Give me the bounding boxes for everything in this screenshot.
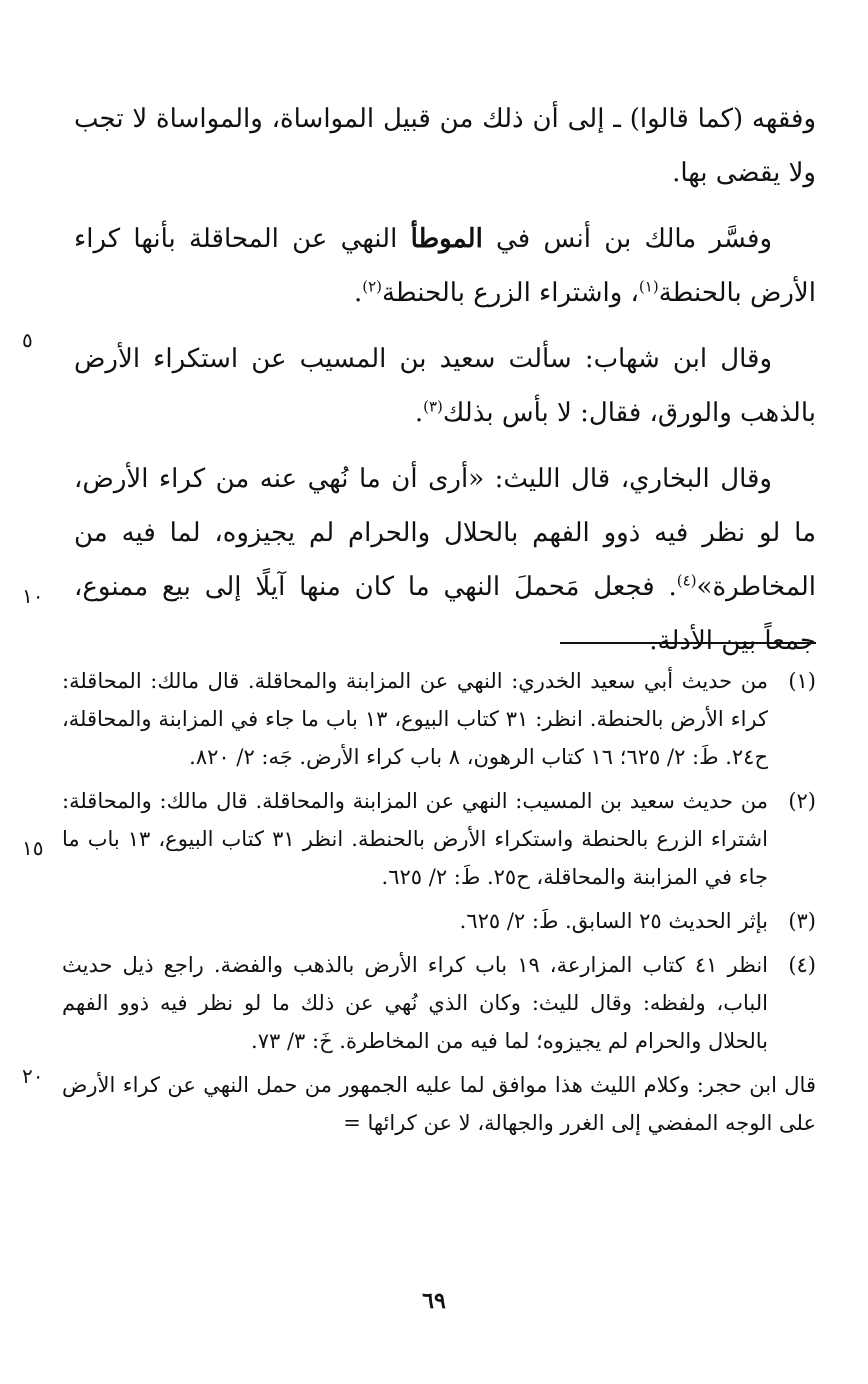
footnote-number: (٤) [788,953,816,977]
footnote-text: من حديث أبي سعيد الخدري: النهي عن المزابنة والمحاقلة. قال مالك: المحاقلة: كراء الأرض بالحنطة. انظر: ٣١ كتاب البيوع، ١٣ باب ما جاء في المزابنة والمحاقلة، ح٢٤. طَ: ٢/ ٦٢٥؛ ١٦ كتاب الرهون، ٨ باب كراء الأرض. جَه: ٢/ ٨٢٠. [62,669,768,769]
footnote-4-continuation: قال ابن حجر: وكلام الليث هذا موافق لما عليه الجمهور من حمل النهي عن كراء الأرض على الوجه المفضي إلى الغرر والجهالة، لا عن كرائها = [62,1073,816,1135]
paragraph-3 [74,332,816,440]
line-number: ١٥ [22,836,44,860]
footnote-divider [560,642,816,644]
paragraph-2-part-a: وفسَّر مالك بن أنس في [482,224,773,254]
footnote-number: (٣) [788,909,816,933]
paragraph-2-part-b: النهي عن المحاقلة بأنها كراء الأرض بالحنطة [74,224,816,308]
paragraph-1: وفقهه (كما قالوا) ـ إلى أن ذلك من قبيل المواساة، والمواساة لا تجب ولا يقضى بها. [74,104,816,188]
footnote-ref-3[interactable]: (٣) [423,397,443,416]
footnote-ref-2[interactable]: (٢) [362,277,382,296]
page-number: ٦٩ [422,1288,446,1314]
paragraph-2 [74,212,816,320]
footnote-number: (١) [788,669,816,693]
paragraph-2-part-d: . [353,278,363,308]
footnote-text: انظر ٤١ كتاب المزارعة، ١٩ باب كراء الأرض بالذهب والفضة. راجع ذيل حديث الباب، ولفظه: وقال لليث: وكان الذي نُهي عن ذلك ما لو نظر فيه ذوو الفهم بالحلال والحرام لم يجيزوه؛ لما فيه من المخاطرة. خَ: ٣/ ٧٣. [62,953,769,1053]
footnote-3 [62,902,816,940]
paragraph-3-part-a: وقال ابن شهاب: سألت سعيد بن المسيب عن استكراء الأرض بالذهب والورق، فقال: لا بأس بذلك [74,344,816,428]
paragraph-4-part-a: وقال البخاري، قال الليث: «أرى أن ما نُهي عنه من كراء الأرض، ما لو نظر فيه ذوو الفهم بالحلال والحرام لم يجيزوه، لما فيه من المخاطرة» [74,464,816,602]
footnote-ref-4[interactable]: (٤) [676,571,697,590]
muwatta-title: الموطأ [410,224,483,254]
footnote-1 [62,662,816,776]
footnote-4 [62,946,816,1060]
main-text [74,92,816,680]
paragraph-2-part-c: ، واشتراء الزرع بالحنطة [381,278,639,308]
footnote-ref-1[interactable]: (١) [638,277,659,296]
footnote-2 [62,782,816,896]
footnote-number: (٢) [788,789,816,813]
paragraph-4-part-b: . فجعل مَحملَ النهي ما كان منها آيلًا إلى بيع ممنوع، جمعاً بين الأدلة. [74,572,816,656]
footnote-text: من حديث سعيد بن المسيب: النهي عن المزابنة والمحاقلة. قال مالك: والمحاقلة: اشتراء الزرع بالحنطة واستكراء الأرض بالحنطة. انظر ٣١ كتاب البيوع، ١٣ باب ما جاء في المزابنة والمحاقلة، ح٢٥. طَ: ٢/ ٦٢٥. [62,789,768,889]
paragraph-4 [74,452,816,668]
paragraph-3-part-b: . [414,398,424,428]
line-number: ٢٠ [22,1064,44,1088]
line-number: ١٠ [22,584,44,608]
footnote-text: بإثر الحديث ٢٥ السابق. طَ: ٢/ ٦٢٥. [459,909,768,933]
line-number: ٥ [22,328,33,352]
footnotes [62,662,816,1142]
